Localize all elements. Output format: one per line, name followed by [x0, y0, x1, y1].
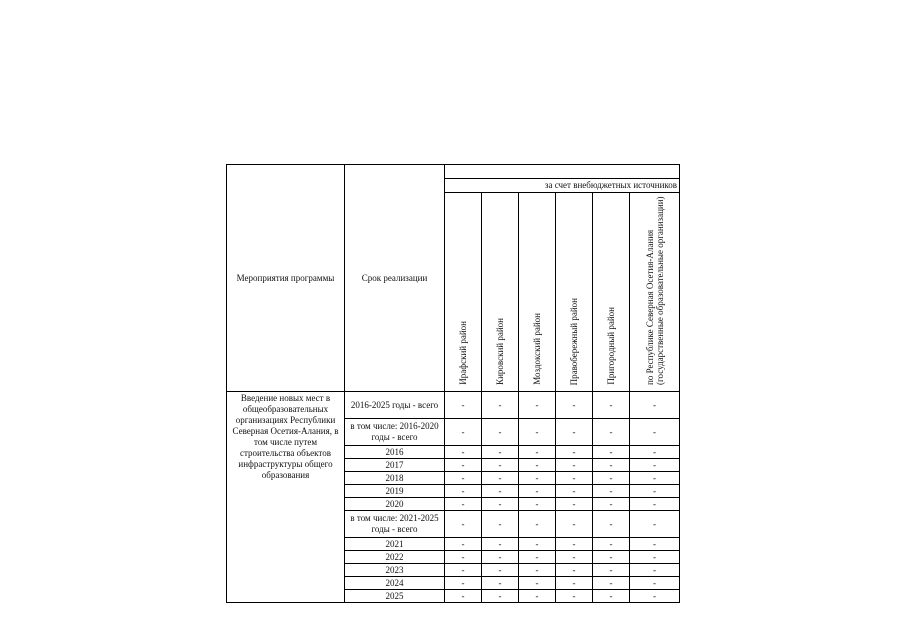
period-cell: 2023 — [345, 564, 445, 577]
header-district-3 — [556, 193, 593, 392]
header-blank — [445, 165, 680, 179]
value-cell: - — [445, 577, 482, 590]
value-cell: - — [482, 564, 519, 577]
value-cell: - — [445, 472, 482, 485]
district-label: Кировский район — [495, 318, 505, 385]
value-cell: - — [630, 485, 680, 498]
header-district-4 — [593, 193, 630, 392]
program-table — [226, 164, 680, 603]
value-cell: - — [593, 392, 630, 419]
value-cell: - — [630, 590, 680, 603]
value-cell: - — [519, 459, 556, 472]
value-cell: - — [593, 551, 630, 564]
value-cell: - — [519, 472, 556, 485]
value-cell: - — [519, 392, 556, 419]
value-cell: - — [482, 577, 519, 590]
document-table-wrapper — [226, 164, 680, 603]
value-cell: - — [593, 485, 630, 498]
value-cell: - — [519, 485, 556, 498]
period-cell: 2021 — [345, 538, 445, 551]
value-cell: - — [630, 564, 680, 577]
value-cell: - — [556, 511, 593, 538]
district-label: Правобережный район — [569, 297, 579, 385]
value-cell: - — [556, 538, 593, 551]
value-cell: - — [630, 392, 680, 419]
value-cell: - — [630, 419, 680, 446]
value-cell: - — [593, 564, 630, 577]
value-cell: - — [593, 590, 630, 603]
period-cell: 2018 — [345, 472, 445, 485]
value-cell: - — [593, 419, 630, 446]
header-period: Срок реализации — [345, 165, 445, 392]
district-label: Моздокский район — [532, 313, 542, 385]
period-cell: 2017 — [345, 459, 445, 472]
value-cell: - — [630, 577, 680, 590]
activity-cell: Введение новых мест в общеобразовательных организациях Республики Северная Осетия-Алания, в том числе путем строительства объектов инфраструктуры общего образования — [227, 392, 345, 603]
value-cell: - — [482, 459, 519, 472]
value-cell: - — [593, 538, 630, 551]
period-cell: 2022 — [345, 551, 445, 564]
value-cell: - — [630, 511, 680, 538]
value-cell: - — [593, 577, 630, 590]
value-cell: - — [445, 511, 482, 538]
value-cell: - — [445, 551, 482, 564]
value-cell: - — [519, 511, 556, 538]
value-cell: - — [519, 564, 556, 577]
value-cell: - — [445, 392, 482, 419]
value-cell: - — [556, 392, 593, 419]
value-cell: - — [482, 446, 519, 459]
value-cell: - — [593, 446, 630, 459]
header-district-2 — [519, 193, 556, 392]
value-cell: - — [519, 551, 556, 564]
period-cell: 2020 — [345, 498, 445, 511]
value-cell: - — [445, 590, 482, 603]
value-cell: - — [556, 551, 593, 564]
district-label: Ирафский район — [458, 321, 468, 385]
value-cell: - — [593, 511, 630, 538]
header-district-1 — [482, 193, 519, 392]
value-cell: - — [593, 498, 630, 511]
value-cell: - — [482, 498, 519, 511]
value-cell: - — [630, 472, 680, 485]
district-label: Пригородный район — [606, 307, 616, 385]
value-cell: - — [445, 419, 482, 446]
value-cell: - — [630, 551, 680, 564]
value-cell: - — [445, 485, 482, 498]
value-cell: - — [630, 459, 680, 472]
period-cell: в том числе: 2021-2025 годы - всего — [345, 511, 445, 538]
district-label: по Республике Северная Осетия-Алания (государственные образовательные организации) — [644, 196, 665, 385]
period-cell: 2016-2025 годы - всего — [345, 392, 445, 419]
value-cell: - — [445, 564, 482, 577]
value-cell: - — [519, 538, 556, 551]
value-cell: - — [593, 472, 630, 485]
value-cell: - — [482, 419, 519, 446]
table-row — [227, 392, 680, 419]
header-activity: Мероприятия программы — [227, 165, 345, 392]
value-cell: - — [482, 392, 519, 419]
value-cell: - — [519, 419, 556, 446]
value-cell: - — [445, 498, 482, 511]
value-cell: - — [482, 485, 519, 498]
period-cell: 2025 — [345, 590, 445, 603]
value-cell: - — [630, 498, 680, 511]
value-cell: - — [556, 498, 593, 511]
value-cell: - — [630, 538, 680, 551]
value-cell: - — [556, 590, 593, 603]
value-cell: - — [519, 498, 556, 511]
value-cell: - — [556, 419, 593, 446]
value-cell: - — [519, 590, 556, 603]
value-cell: - — [556, 577, 593, 590]
period-cell: 2019 — [345, 485, 445, 498]
period-cell: 2024 — [345, 577, 445, 590]
header-district-0 — [445, 193, 482, 392]
value-cell: - — [556, 472, 593, 485]
period-cell: 2016 — [345, 446, 445, 459]
value-cell: - — [519, 577, 556, 590]
value-cell: - — [556, 446, 593, 459]
header-district-5 — [630, 193, 680, 392]
value-cell: - — [556, 564, 593, 577]
value-cell: - — [482, 551, 519, 564]
value-cell: - — [445, 446, 482, 459]
value-cell: - — [482, 538, 519, 551]
value-cell: - — [482, 590, 519, 603]
period-cell: в том числе: 2016-2020 годы - всего — [345, 419, 445, 446]
value-cell: - — [556, 485, 593, 498]
value-cell: - — [519, 446, 556, 459]
value-cell: - — [445, 459, 482, 472]
value-cell: - — [630, 446, 680, 459]
value-cell: - — [445, 538, 482, 551]
value-cell: - — [482, 472, 519, 485]
value-cell: - — [593, 459, 630, 472]
value-cell: - — [482, 511, 519, 538]
value-cell: - — [556, 459, 593, 472]
header-funding-source: за счет внебюджетных источников — [445, 179, 680, 193]
